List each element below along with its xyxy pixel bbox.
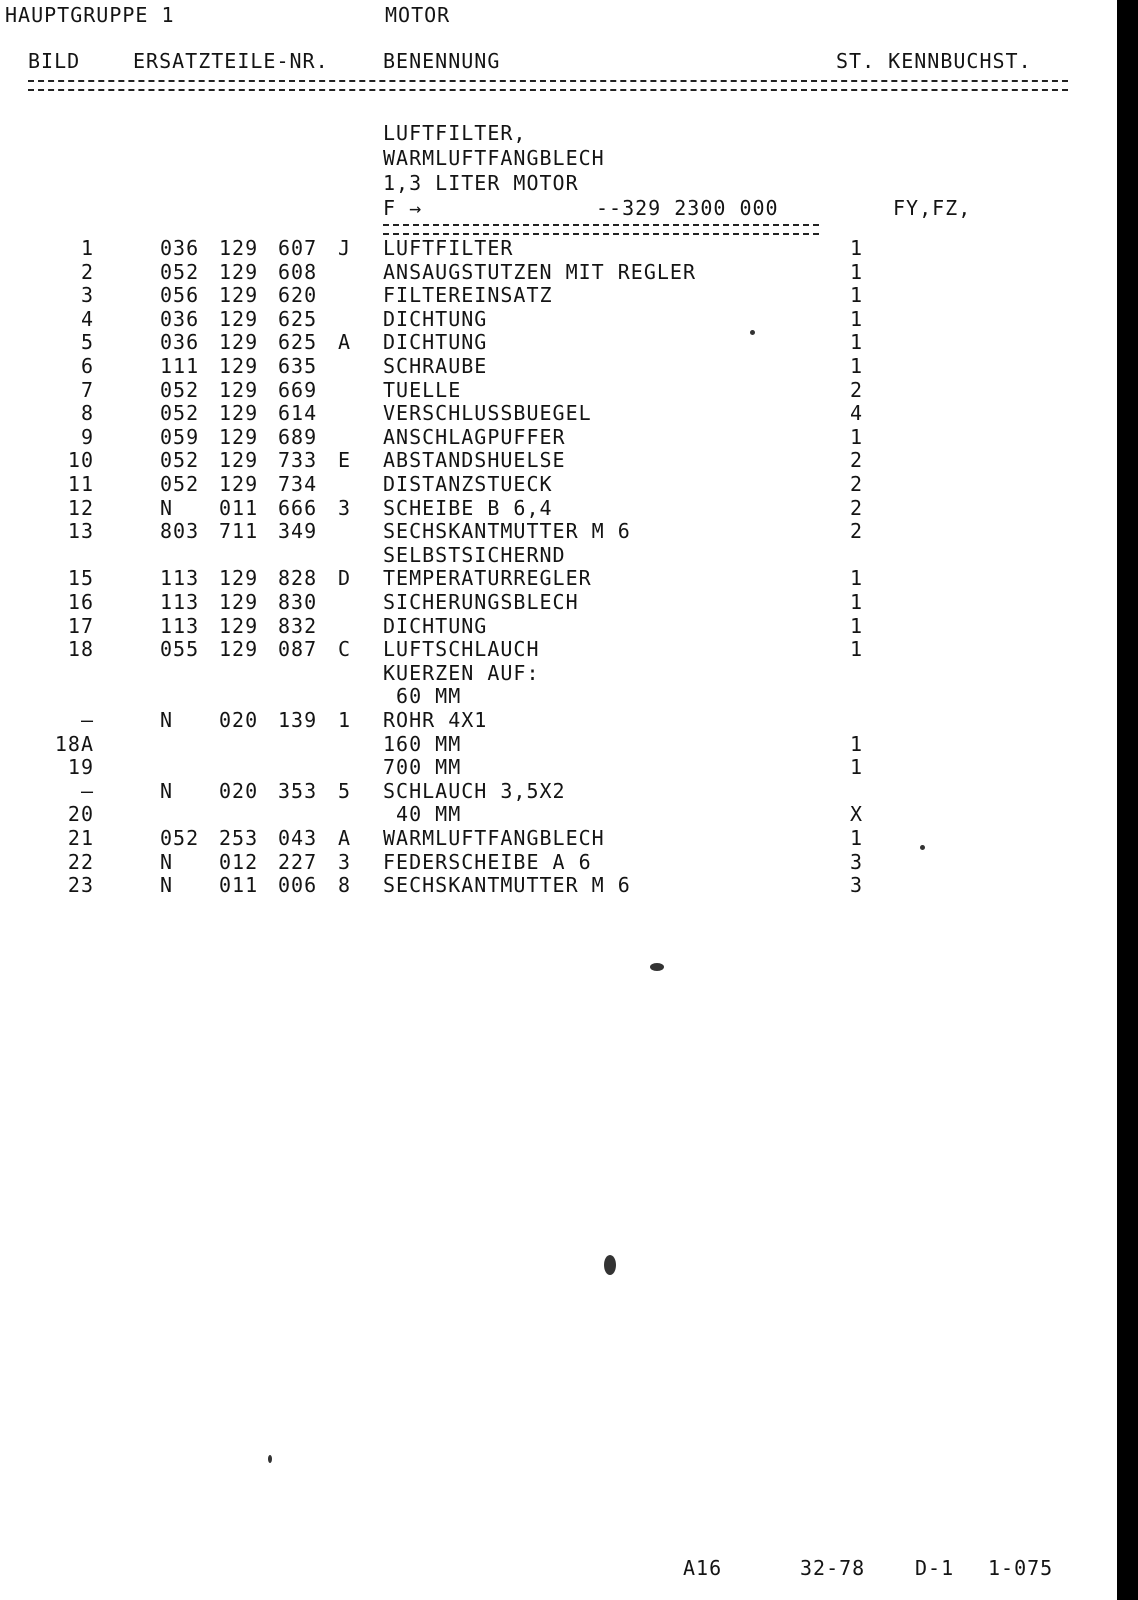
row-name: KUERZEN AUF: [383,661,540,685]
row-part-number: 832 [278,614,318,638]
row-qty: 1 [850,614,864,638]
footer-ref-1: A16 [683,1556,723,1580]
row-bild: 20 [67,802,94,826]
row-part-number: 614 [278,401,318,425]
row-part-prefix: 036 [160,307,200,331]
row-part-mid: 129 [219,566,259,590]
row-bild: 11 [67,472,94,496]
row-bild: 5 [80,330,94,354]
row-name: ROHR 4X1 [383,708,488,732]
row-name: FEDERSCHEIBE A 6 [383,850,592,874]
section-title-line2: WARMLUFTFANGBLECH [383,146,605,170]
row-part-prefix: 036 [160,236,200,260]
row-part-mid: 129 [219,401,259,425]
row-part-suffix: 5 [338,779,352,803]
section-range-prefix: F → [383,196,423,220]
row-part-suffix: A [338,826,352,850]
footer-ref-2: 32-78 [800,1556,866,1580]
footer-ref-3: D-1 [915,1556,955,1580]
section-title-line3: 1,3 LITER MOTOR [383,171,579,195]
row-name: 700 MM [383,755,462,779]
row-part-mid: 129 [219,236,259,260]
row-part-prefix: N [160,496,174,520]
row-part-number: 625 [278,330,318,354]
row-part-number: 635 [278,354,318,378]
row-name: VERSCHLUSSBUEGEL [383,401,592,425]
row-part-mid: 129 [219,260,259,284]
row-part-mid: 129 [219,330,259,354]
row-part-prefix: 059 [160,425,200,449]
row-bild: 2 [80,260,94,284]
section-double-rule [383,224,819,235]
row-qty: 2 [850,472,864,496]
scan-speck [920,845,925,850]
row-qty: 1 [850,637,864,661]
row-part-suffix: D [338,566,352,590]
row-part-prefix: 803 [160,519,200,543]
row-part-prefix: 113 [160,614,200,638]
row-part-number: 087 [278,637,318,661]
row-part-number: 666 [278,496,318,520]
row-qty: 1 [850,425,864,449]
row-part-number: 227 [278,850,318,874]
row-part-mid: 129 [219,472,259,496]
row-part-mid: 253 [219,826,259,850]
row-part-number: 734 [278,472,318,496]
row-part-suffix: E [338,448,352,472]
row-part-number: 139 [278,708,318,732]
row-part-prefix: N [160,850,174,874]
row-part-prefix: 052 [160,448,200,472]
row-part-number: 733 [278,448,318,472]
row-part-number: 043 [278,826,318,850]
row-bild: 1 [80,236,94,260]
row-bild: – [80,708,94,732]
row-name: SICHERUNGSBLECH [383,590,579,614]
row-qty: 1 [850,732,864,756]
column-header-part-number: ERSATZTEILE-NR. [133,49,329,73]
row-part-mid: 011 [219,496,259,520]
row-part-prefix: 052 [160,401,200,425]
row-qty: 3 [850,850,864,874]
row-part-suffix: 8 [338,873,352,897]
row-part-number: 353 [278,779,318,803]
row-part-mid: 020 [219,708,259,732]
row-name: ABSTANDSHUELSE [383,448,566,472]
row-part-prefix: 055 [160,637,200,661]
scan-edge-bar [1117,0,1138,1600]
scan-speck [650,963,664,971]
row-part-prefix: 056 [160,283,200,307]
row-name: FILTEREINSATZ [383,283,553,307]
row-part-mid: 129 [219,614,259,638]
row-qty: 1 [850,236,864,260]
row-qty: 1 [850,283,864,307]
row-part-number: 830 [278,590,318,614]
header-double-rule [28,80,1068,91]
row-qty: 2 [850,496,864,520]
row-bild: 19 [67,755,94,779]
row-name: DISTANZSTUECK [383,472,553,496]
row-name: SELBSTSICHERND [383,543,566,567]
row-part-prefix: N [160,708,174,732]
row-qty: 3 [850,873,864,897]
row-qty: 1 [850,307,864,331]
row-part-mid: 129 [219,283,259,307]
row-name: TUELLE [383,378,462,402]
row-part-mid: 011 [219,873,259,897]
row-qty: 2 [850,378,864,402]
section-range-value: --329 2300 000 [596,196,779,220]
row-part-prefix: 052 [160,378,200,402]
row-qty: 1 [850,330,864,354]
row-name: DICHTUNG [383,614,488,638]
row-part-prefix: 111 [160,354,200,378]
row-name: SCHRAUBE [383,354,488,378]
row-part-number: 669 [278,378,318,402]
row-part-mid: 020 [219,779,259,803]
row-part-number: 608 [278,260,318,284]
row-bild: 10 [67,448,94,472]
row-name: SCHLAUCH 3,5X2 [383,779,566,803]
row-part-mid: 012 [219,850,259,874]
row-qty: 2 [850,448,864,472]
row-part-suffix: 1 [338,708,352,732]
row-bild: 3 [80,283,94,307]
row-part-prefix: N [160,779,174,803]
row-bild: 21 [67,826,94,850]
row-part-suffix: C [338,637,352,661]
row-qty: X [850,802,864,826]
row-name: DICHTUNG [383,307,488,331]
row-bild: 8 [80,401,94,425]
row-qty: 2 [850,519,864,543]
row-part-suffix: 3 [338,496,352,520]
row-bild: 12 [67,496,94,520]
row-bild: – [80,779,94,803]
row-name: ANSCHLAGPUFFER [383,425,566,449]
column-header-qty-code: ST. KENNBUCHST. [836,49,1032,73]
row-qty: 4 [850,401,864,425]
row-bild: 4 [80,307,94,331]
row-name: 60 MM [383,684,462,708]
row-name: DICHTUNG [383,330,488,354]
scan-speck [604,1255,616,1275]
row-bild: 17 [67,614,94,638]
row-part-prefix: 052 [160,260,200,284]
row-bild: 6 [80,354,94,378]
row-name: 160 MM [383,732,462,756]
row-part-number: 006 [278,873,318,897]
group-name: MOTOR [385,3,451,27]
row-part-prefix: 052 [160,826,200,850]
row-part-number: 349 [278,519,318,543]
row-qty: 1 [850,826,864,850]
row-qty: 1 [850,590,864,614]
row-name: SECHSKANTMUTTER M 6 [383,519,631,543]
row-name: 40 MM [383,802,462,826]
row-part-mid: 711 [219,519,259,543]
row-part-number: 828 [278,566,318,590]
row-part-number: 625 [278,307,318,331]
row-bild: 18 [67,637,94,661]
row-part-prefix: 113 [160,566,200,590]
column-header-bild: BILD [28,49,81,73]
row-part-prefix: 052 [160,472,200,496]
footer-page-number: 1-075 [988,1556,1054,1580]
row-part-prefix: 036 [160,330,200,354]
row-bild: 23 [67,873,94,897]
section-title-line1: LUFTFILTER, [383,121,527,145]
row-part-suffix: A [338,330,352,354]
row-name: TEMPERATURREGLER [383,566,592,590]
scan-speck [268,1455,272,1463]
row-name: LUFTSCHLAUCH [383,637,540,661]
row-part-suffix: 3 [338,850,352,874]
row-part-mid: 129 [219,425,259,449]
row-name: SCHEIBE B 6,4 [383,496,553,520]
row-name: ANSAUGSTUTZEN MIT REGLER [383,260,696,284]
row-name: SECHSKANTMUTTER M 6 [383,873,631,897]
row-part-number: 689 [278,425,318,449]
row-qty: 1 [850,755,864,779]
row-part-mid: 129 [219,590,259,614]
row-qty: 1 [850,566,864,590]
section-codes: FY,FZ, [893,196,972,220]
row-name: WARMLUFTFANGBLECH [383,826,605,850]
row-bild: 16 [67,590,94,614]
scan-speck [750,330,755,335]
row-qty: 1 [850,354,864,378]
row-bild: 15 [67,566,94,590]
row-part-mid: 129 [219,307,259,331]
row-bild: 13 [67,519,94,543]
row-part-mid: 129 [219,637,259,661]
row-part-prefix: N [160,873,174,897]
row-bild: 7 [80,378,94,402]
row-bild: 9 [80,425,94,449]
row-part-mid: 129 [219,448,259,472]
row-qty: 1 [850,260,864,284]
row-part-mid: 129 [219,354,259,378]
row-bild: 18A [54,732,94,756]
row-part-suffix: J [338,236,352,260]
group-label: HAUPTGRUPPE 1 [5,3,175,27]
row-part-number: 607 [278,236,318,260]
row-part-mid: 129 [219,378,259,402]
row-part-prefix: 113 [160,590,200,614]
row-name: LUFTFILTER [383,236,514,260]
column-header-name: BENENNUNG [383,49,501,73]
row-bild: 22 [67,850,94,874]
row-part-number: 620 [278,283,318,307]
